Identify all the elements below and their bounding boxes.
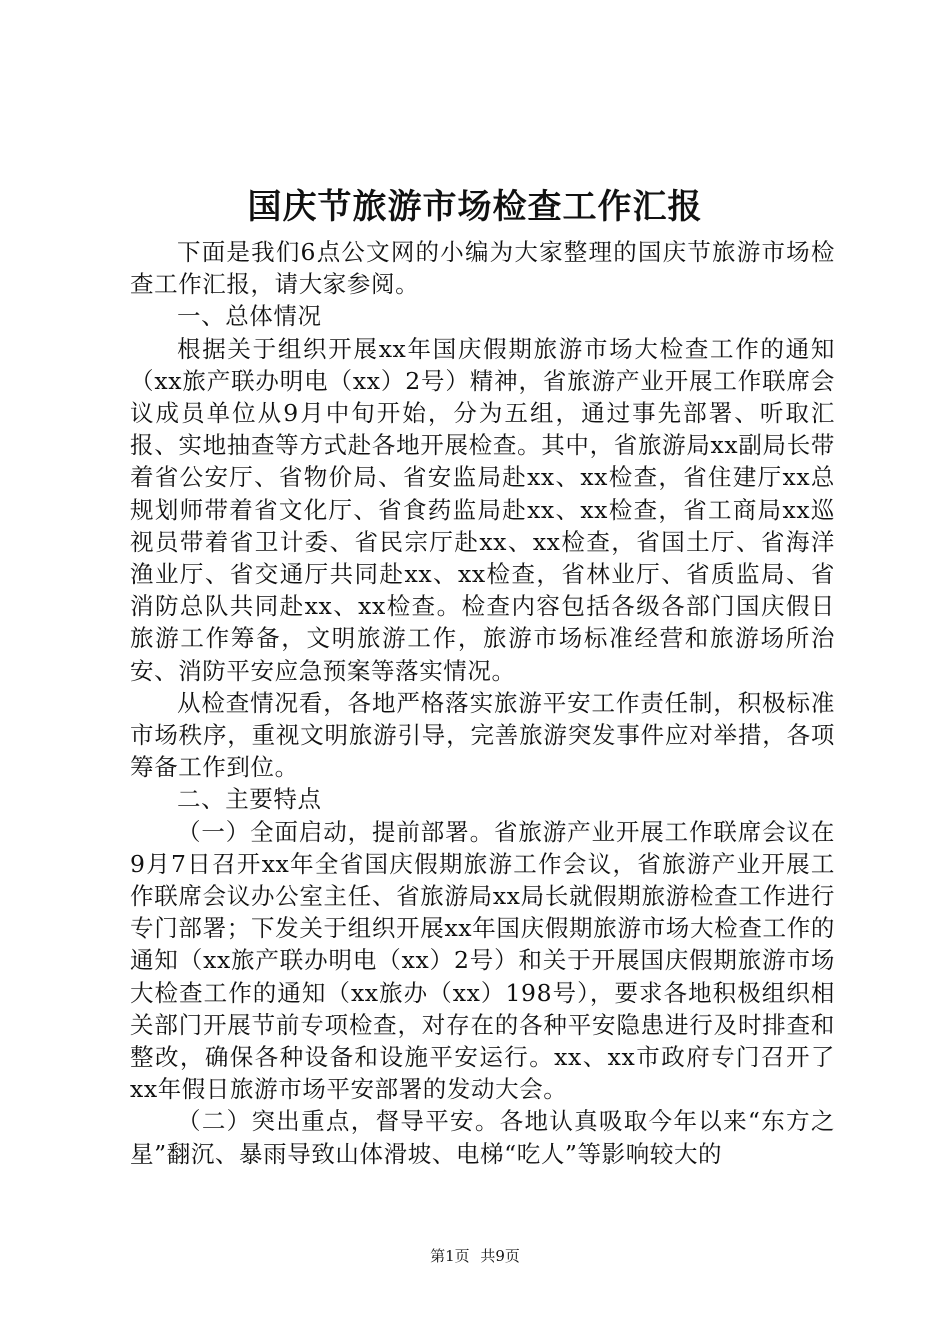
document-body [130,236,835,1170]
section-heading-overview: 一、总体情况 [177,302,322,331]
overview-paragraph: 根据关于组织开展xx年国庆假期旅游市场大检查工作的通知（xx旅产联办明电（xx）2号）精神，省旅游产业开展工作联席会议成员单位从9月中旬开始，分为五组，通过事先部署、听取汇报、实地抽查等方式赴各地开展检查。其中，省旅游局xx副局长带着省公安厅、省物价局、省安监局赴xx、xx检查，省住建厅xx总规划师带着省文化厅、省食药监局赴xx、xx检查，省工商局xx巡视员带着省卫计委、省民宗厅赴xx、xx检查，省国土厅、省海洋渔业厅、省交通厅共同赴xx、xx检查，省林业厅、省质监局、省消防总队共同赴xx、xx检查。检查内容包括各级各部门国庆假日旅游工作筹备，文明旅游工作，旅游市场标准经营和旅游场所治安、消防平安应急预案等落实情况。 [130,334,835,685]
feature-one-paragraph: （一）全面启动，提前部署。省旅游产业开展工作联席会议在9月7日召开xx年全省国庆假期旅游工作会议，省旅游产业开展工作联席会议办公室主任、省旅游局xx局长就假期旅游检查工作进行专门部署；下发关于组织开展xx年国庆假期旅游市场大检查工作的通知（xx旅产联办明电（xx）2号）和关于开展国庆假期旅游市场大检查工作的通知（xx旅办（xx）198号），要求各地积极组织相关部门开展节前专项检查，对存在的各种平安隐患进行及时排查和整改，确保各种设备和设施平安运行。xx、xx市政府专门召开了xx年假日旅游市场平安部署的发动大会。 [130,817,835,1104]
document-title: 国庆节旅游市场检查工作汇报 [247,187,703,227]
section-heading-features: 二、主要特点 [177,785,322,814]
feature-two-paragraph: （二）突出重点，督导平安。各地认真吸取今年以来“东方之星”翻沉、暴雨导致山体滑坡、电梯“吃人”等影响较大的 [130,1107,835,1168]
findings-paragraph: 从检查情况看，各地严格落实旅游平安工作责任制，积极标准市场秩序，重视文明旅游引导，完善旅游突发事件应对举措，各项筹备工作到位。 [130,688,835,782]
page-footer [0,1246,950,1266]
page-number: 第1页 [430,1247,470,1265]
intro-paragraph: 下面是我们6点公文网的小编为大家整理的国庆节旅游市场检查工作汇报，请大家参阅。 [130,238,835,299]
page-total: 共9页 [480,1247,520,1265]
